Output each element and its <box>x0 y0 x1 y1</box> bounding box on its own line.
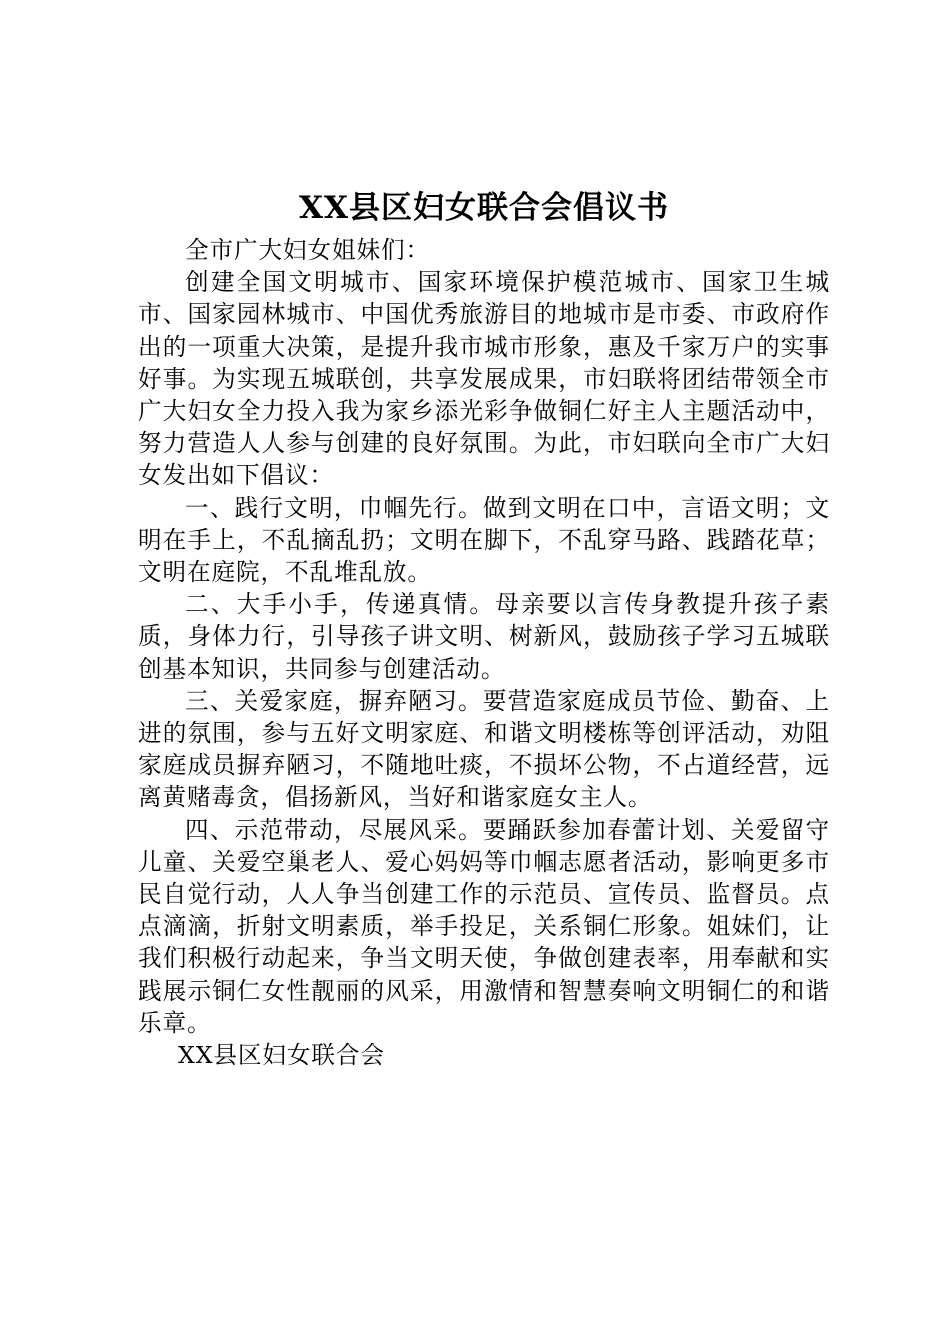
paragraph-proposal-4: 四、示范带动，尽展风采。要踊跃参加春蕾计划、关爱留守儿童、关爱空巢老人、爱心妈妈等巾帼志愿者活动，影响更多市民自觉行动，人人争当创建工作的示范员、宣传员、监督员。点点滴滴，折射文明素质，举手投足，关系铜仁形象。姐妹们，让我们积极行动起来，争当文明天使，争做创建表率，用奉献和实践展示铜仁女性靓丽的风采，用激情和智慧奏响文明铜仁的和谐乐章。 <box>138 815 830 1037</box>
paragraph-proposal-3: 三、关爱家庭，摒弃陋习。要营造家庭成员节俭、勤奋、上进的氛围，参与五好文明家庭、和谐文明楼栋等创评活动，劝阻家庭成员摒弃陋习，不随地吐痰，不损坏公物，不占道经营，远离黄赌毒贪，倡扬新风，当好和谐家庭女主人。 <box>138 686 830 812</box>
paragraph-intro: 创建全国文明城市、国家环境保护模范城市、国家卫生城市、国家园林城市、中国优秀旅游目的地城市是市委、市政府作出的一项重大决策，是提升我市城市形象，惠及千家万户的实事好事。为实现五城联创，共享发展成果，市妇联将团结带领全市广大妇女全力投入我为家乡添光彩争做铜仁好主人主题活动中，努力营造人人参与创建的良好氛围。为此，市妇联向全市广大妇女发出如下倡议： <box>138 268 830 490</box>
paragraph-proposal-2: 二、大手小手，传递真情。母亲要以言传身教提升孩子素质，身体力行，引导孩子讲文明、树新风，鼓励孩子学习五城联创基本知识，共同参与创建活动。 <box>138 590 830 683</box>
salutation: 全市广大妇女姐妹们： <box>185 236 430 264</box>
paragraph-proposal-1: 一、践行文明，巾帼先行。做到文明在口中，言语文明；文明在手上，不乱摘乱扔；文明在脚下，不乱穿马路、践踏花草；文明在庭院，不乱堆乱放。 <box>138 493 830 587</box>
document-title: XX县区妇女联合会倡议书 <box>298 190 670 226</box>
signature: XX县区妇女联合会 <box>178 1041 385 1070</box>
document-page <box>138 186 830 1071</box>
